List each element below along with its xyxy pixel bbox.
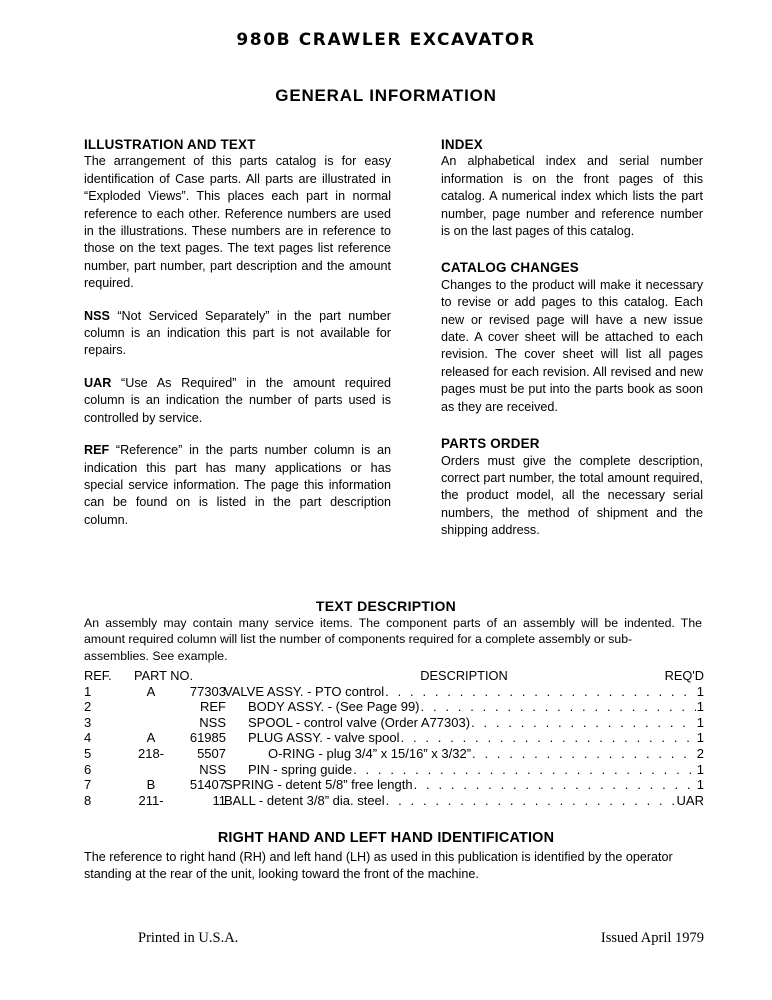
- heading-illustration-and-text: ILLUSTRATION AND TEXT: [84, 137, 256, 152]
- column-header-description: DESCRIPTION: [420, 668, 508, 683]
- cell-reqd: 1: [696, 761, 704, 777]
- cell-description: [224, 762, 704, 778]
- cell-ref: 7: [84, 777, 92, 793]
- table-row: [84, 746, 704, 762]
- heading-index: INDEX: [441, 137, 483, 152]
- paragraph-right-hand-left-hand: [84, 849, 702, 882]
- table-row: [84, 715, 704, 731]
- description-text: PLUG ASSY. - valve spool: [248, 730, 400, 746]
- body-uar: “Use As Required” in the amount required column is an indication the number of parts used is controlled by service.: [84, 375, 391, 425]
- dot-leader: [471, 715, 696, 731]
- cell-part-prefix: 211-: [138, 792, 164, 808]
- dot-leader: [421, 699, 696, 715]
- table-row: [84, 777, 704, 793]
- paragraph-index: An alphabetical index and serial number information is on the front pages of this catalog. A numerical index which lists the part number, page number and reference number is on the last pages of this catalog.: [441, 154, 703, 239]
- description-text: SPOOL - control valve (Order A77303): [248, 714, 471, 730]
- cell-part-prefix: A: [146, 730, 156, 746]
- footer-printed-in: Printed in U.S.A.: [138, 930, 239, 946]
- cell-ref: 5: [84, 745, 92, 761]
- dot-leader: [385, 684, 696, 700]
- text-description-intro-last: assemblies. See example.: [84, 648, 228, 663]
- description-text: BALL - detent 3/8” dia. steel: [224, 792, 385, 808]
- cell-description: [224, 777, 704, 793]
- right-column: [441, 136, 703, 540]
- body-ref: “Reference” in the parts number column is an indication this part has many applications or has special service information. The page this information can be found on is listed in the part description column.: [84, 443, 391, 527]
- cell-ref: 6: [84, 761, 92, 777]
- description-text: BODY ASSY. - (See Page 99): [248, 699, 420, 715]
- table-row: [84, 730, 704, 746]
- cell-description: [224, 793, 704, 809]
- table-header-row: [84, 668, 704, 684]
- dot-leader: [472, 746, 696, 762]
- paragraph-uar: [84, 375, 391, 427]
- heading-text-description: TEXT DESCRIPTION: [315, 598, 457, 614]
- table-row: [84, 699, 704, 715]
- cell-part-number: NSS: [199, 761, 226, 777]
- lead-uar: UAR: [84, 375, 112, 390]
- dot-leader: [414, 777, 696, 793]
- heading-right-hand-left-hand: RIGHT HAND AND LEFT HAND IDENTIFICATION: [217, 830, 555, 846]
- lead-nss: NSS: [84, 308, 110, 323]
- description-text: PIN - spring guide: [248, 761, 353, 777]
- cell-part-number: REF: [200, 699, 226, 715]
- column-header-part-no: PART NO.: [134, 668, 194, 683]
- heading-catalog-changes: CATALOG CHANGES: [441, 260, 579, 276]
- dot-leader: [386, 793, 676, 809]
- paragraph-nss: [84, 308, 391, 360]
- cell-part-prefix: A: [146, 683, 156, 699]
- cell-part-prefix: B: [146, 777, 156, 793]
- cell-part-number: 5507: [197, 745, 226, 761]
- table-row: [84, 793, 704, 809]
- cell-description: [224, 684, 704, 700]
- paragraph-illustration-and-text: The arrangement of this parts catalog is for easy identification of Case parts. All parts are illustrated in “Exploded Views”. This places each part in normal reference to each other. Reference numbers are used in the illustrations. These numbers are in reference to those on the text pages. The text pages list reference number, part number, part description and the amount required.: [84, 154, 391, 291]
- paragraph-parts-order: Orders must give the complete description, correct part number, the total amount required, the product model, all the necessary serial numbers, the method of shipment and the shipping address.: [441, 453, 703, 538]
- text-description-intro-main: An assembly may contain many service items. The component parts of an assembly will be indented. The amount required column will list the number of components required for a complete assembly or sub-: [84, 616, 702, 647]
- cell-part-number: 11: [212, 792, 226, 808]
- description-text: SPRING - detent 5/8” free length: [224, 777, 413, 793]
- cell-ref: 1: [84, 683, 92, 699]
- cell-reqd: 1: [696, 714, 704, 730]
- description-text: VALVE ASSY. - PTO control: [224, 683, 385, 699]
- cell-ref: 4: [84, 730, 92, 746]
- dot-leader: [353, 762, 696, 778]
- dot-leader: [401, 730, 696, 746]
- cell-ref: 2: [84, 699, 92, 715]
- cell-ref: 8: [84, 792, 92, 808]
- lead-ref: REF: [84, 443, 110, 458]
- cell-part-number: 77303: [189, 683, 226, 699]
- cell-part-number: NSS: [199, 714, 226, 730]
- paragraph-catalog-changes: Changes to the product will make it necessary to revise or add pages to this catalog. Each new or revised page will have a new issue date. A cover sheet will be attached to each revision. The cover sheet will list all pages released for each revision. All revised and new pages must be put into the parts book as soon as they are received.: [441, 277, 703, 414]
- cell-description: [224, 699, 704, 715]
- column-header-ref: REF.: [84, 668, 112, 683]
- body-nss: “Not Serviced Separately” in the part number column is an indication this part is not available for repairs.: [84, 308, 391, 358]
- cell-description: [224, 715, 704, 731]
- description-text: O-RING - plug 3/4” x 15/16” x 3/32”: [268, 745, 472, 761]
- table-row: [84, 762, 704, 778]
- cell-reqd: 1: [696, 730, 704, 746]
- cell-reqd: 1: [696, 777, 704, 793]
- cell-reqd: 1: [696, 683, 704, 699]
- cell-reqd: 1: [696, 699, 704, 715]
- cell-ref: 3: [84, 714, 92, 730]
- cell-part-number: 61985: [189, 730, 226, 746]
- footer-issued-date: Issued April 1979: [600, 930, 704, 946]
- paragraph-ref: [84, 442, 391, 529]
- cell-description: [224, 746, 704, 762]
- rh-lh-body-main: The reference to right hand (RH) and left hand (LH) as used in this publication is identified by the operator: [84, 850, 673, 864]
- column-header-reqd: REQ'D: [664, 668, 704, 683]
- cell-part-prefix: 218-: [137, 745, 165, 761]
- heading-parts-order: PARTS ORDER: [441, 436, 540, 452]
- document-title: 980B CRAWLER EXCAVATOR: [236, 30, 536, 50]
- cell-reqd: UAR: [676, 792, 704, 808]
- cell-part-number: 51407: [189, 777, 226, 793]
- cell-reqd: 2: [696, 745, 704, 761]
- left-column: [84, 136, 391, 529]
- paragraph-text-description-intro: [84, 615, 702, 664]
- parts-table: [84, 668, 704, 808]
- rh-lh-body-last: standing at the rear of the unit, looking toward the front of the machine.: [84, 866, 479, 881]
- table-row: [84, 684, 704, 700]
- section-heading: GENERAL INFORMATION: [275, 86, 497, 105]
- cell-description: [224, 730, 704, 746]
